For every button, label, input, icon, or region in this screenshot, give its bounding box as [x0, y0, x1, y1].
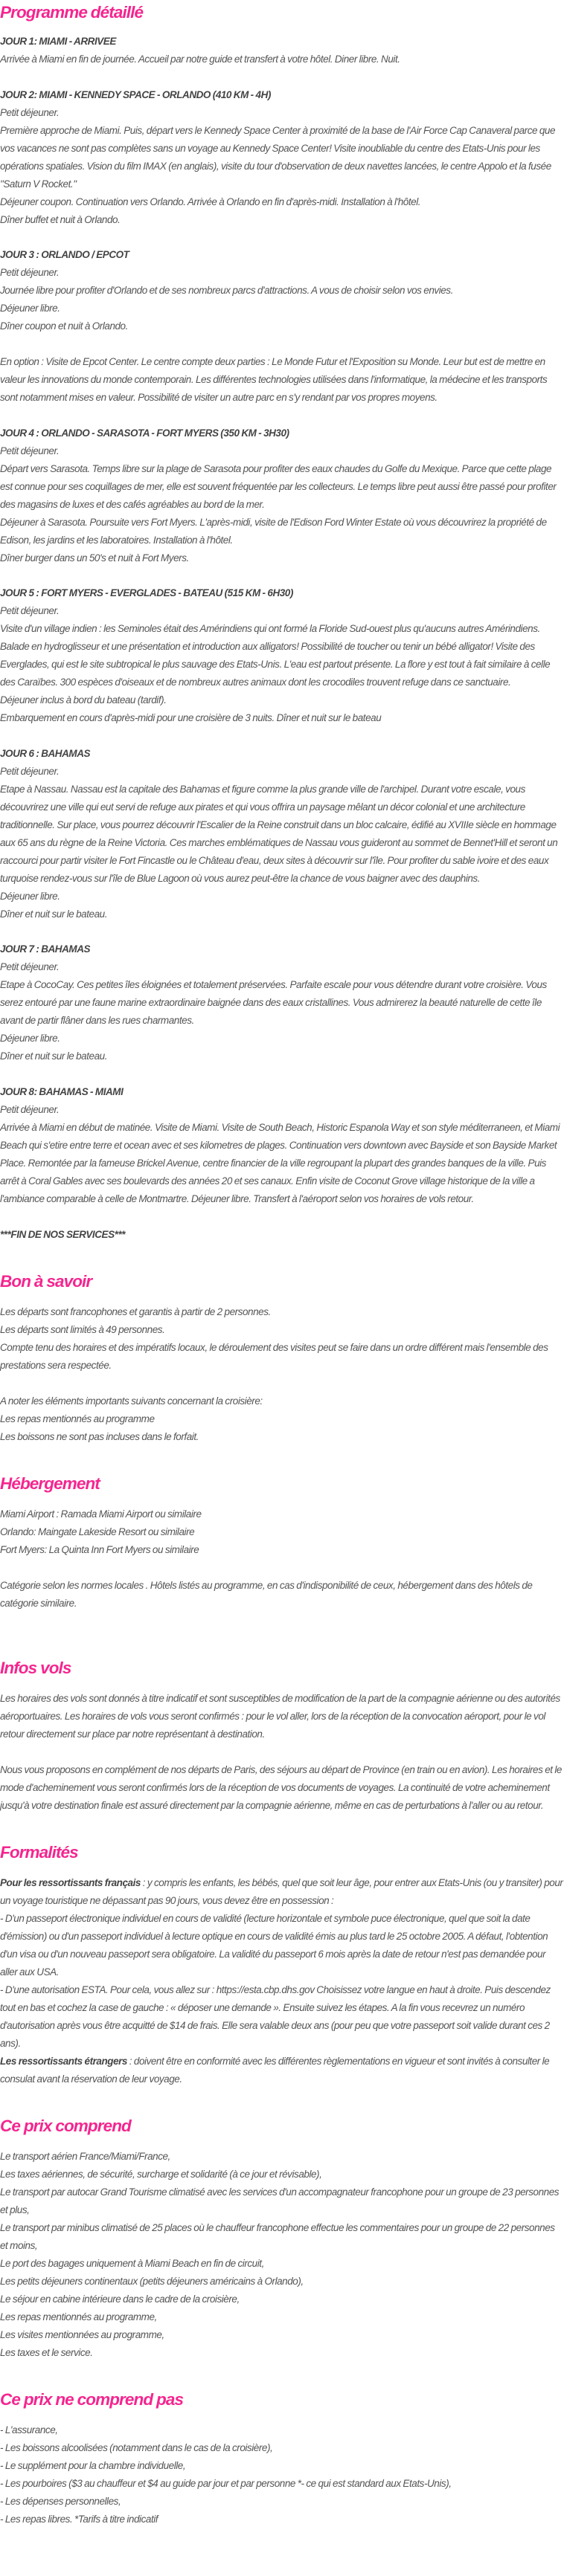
prix-comprend-title: Ce prix comprend: [0, 2116, 131, 2135]
flight-info-paragraph: Les horaires des vols sont donnés à titre indicatif et sont susceptibles de modification de la part de la compagnie aérienne ou des autorités aéroportuaires. Les horaires de vols vous seront confirmés : pour le vol aller, lors de la réception de la convocation aéroport, pour le vol retour directement sur place par notre représentant à destination.: [0, 1692, 560, 1740]
flight-info-paragraph: Nous vous proposons en complément de nos départs de Paris, des séjours au départ de Province (en train ou en avion). Les horaires et le mode d'acheminement vous seront confirmés lors de la réception de vos documents de voyages. La continuité de votre acheminement jusqu'à votre destination finale est assuré directement par la compagnie aérienne, même en cas de perturbations à l'aller ou au retour.: [0, 1763, 562, 1811]
day-text: Petit déjeuner.: [0, 445, 60, 456]
info-line: Les départs sont limités à 49 personnes.: [0, 1323, 165, 1335]
day-8: [0, 1083, 564, 1208]
french-nationals-paragraph: [0, 1874, 564, 1910]
day-1: [0, 33, 564, 68]
day-text: Etape à Nassau. Nassau est la capitale des Bahamas et figure comme la plus grande ville de l'archipel. Durant votre escale, vous découvrirez une ville qui eut servi de refuge aux pirates et qui vous offrira un paysage mêlant un décor colonial et une architecture traditionnelle. Sur place, vous pourrez découvrir l'Escalier de la Reine construit dans un bloc calcaire, édifié au XVIIIe siècle en hommage aux 65 ans du règne de la Reine Victoria. Ces marches emblématiques de Nassau vous guideront au sommet de Bennet'Hill et seront un raccourci pour partir visiter le Fort Fincastle ou le Château d'eau, deux sites à découvrir sur l'île. Pour profiter du sable ivoire et des eaux turquoise rendez-vous sur l'île de Blue Lagoon où vous aurez peut-être la chance de vous baigner avec des dauphins.: [0, 783, 558, 884]
french-nationals-text: : y compris les enfants, les bébés, quel que soit leur âge, pour entrer aux Etats-Unis (ou y transiter) pour un voyage touristique ne dépassant pas 90 jours, vous devez être en possession :: [0, 1876, 563, 1906]
day-heading: JOUR 4 : ORLANDO - SARASOTA - FORT MYERS (350 KM - 3H30): [0, 427, 289, 439]
included-item: Le séjour en cabine intérieure dans le cadre de la croisière,: [0, 2293, 240, 2305]
included-item: Les taxes aériennes, de sécurité, surcharge et solidarité (à ce jour et révisable),: [0, 2168, 322, 2180]
included-item: Les visites mentionnées au programme,: [0, 2328, 164, 2340]
day-text: Journée libre pour profiter d'Orlando et de ses nombreux parcs d'attractions. A vous de choisir selon vos envies.: [0, 285, 453, 296]
foreign-nationals-text: : doivent être en conformité avec les différentes règlementations en vigueur et sont invités à consulter le consulat avant la réservation de leur voyage.: [0, 2055, 550, 2085]
travel-programme-page: [0, 1, 564, 2543]
day-heading: JOUR 8: BAHAMAS - MIAMI: [0, 1085, 124, 1097]
included-item: Le transport par autocar Grand Tourisme climatisé avec les services d'un accompagnateur francophone pour un groupe de 23 personnes et plus,: [0, 2186, 560, 2215]
hotel-line: Fort Myers: La Quinta Inn Fort Myers ou similaire: [0, 1543, 199, 1555]
info-line: Compte tenu des horaires et des impératifs locaux, le déroulement des visites peut se faire dans un ordre différent mais l'ensemble des prestations sera respectée.: [0, 1341, 548, 1371]
day-text: Déjeuner à Sarasota. Poursuite vers Fort Myers. L'après-midi, visite de l'Edison Ford Winter Estate où vous découvrirez la propriété de Edison, les jardins et les laboratoires. Installation à l'hôtel.: [0, 516, 547, 546]
day-text: Visite d'un village indien : les Seminoles était des Amérindiens qui ont formé la Floride Sud-ouest plus qu'aucuns autres Amérindiens. Balade en hydroglisseur et une présentation et introduction aux alligators! Possibilité de toucher ou tenir un bébé alligator! Visite des Everglades, qui est le site subtropical le plus sauvage des Etats-Unis. L'eau est partout présente. La flore y est tout à fait similaire à celle des Caraïbes. 300 espèces d'oiseaux et de nombreux autres animaux dont les crocodiles trouvent refuge dans ce sanctuaire.: [0, 623, 551, 688]
excluded-item: - Les pourboires ($3 au chauffeur et $4 au guide par jour et par personne *- ce qui est standard aux Etats-Unis),: [0, 2477, 452, 2489]
day-6: [0, 745, 564, 923]
day-text: Départ vers Sarasota. Temps libre sur la plage de Sarasota pour profiter des eaux chaudes du Golfe du Mexique. Parce que cette plage est connue pour ses coquillages de mer, elle est souvent fréquentée par les collecteurs. Le temps libre peut aussi être passé pour profiter des magasins de luxes et des cafés agréables au bord de la mer.: [0, 462, 557, 510]
day-text: Embarquement en cours d'après-midi pour une croisière de 3 nuits. Dîner et nuit sur le bateau: [0, 712, 382, 723]
day-text: Première approche de Miami. Puis, départ vers le Kennedy Space Center à proximité de la base de l'Air Force Cap Canaveral parce que vos vacances ne sont pas complètes sans un voyage au Kennedy Space Center! Visite inoubliable du centre des Etats-Unis pour les opérations spatiales. Vision du film IMAX (en anglais), visite du tour d'observation de deux navettes lancées, le centre Appolo et la fusée "Saturn V Rocket.": [0, 124, 556, 190]
excluded-item: - Le supplément pour la chambre individuelle,: [0, 2459, 186, 2471]
day-text: Déjeuner libre.: [0, 303, 60, 314]
day-text: Dîner coupon et nuit à Orlando.: [0, 320, 128, 332]
prix-comprend-section: [0, 2115, 564, 2362]
excluded-item: - L'assurance,: [0, 2424, 58, 2435]
formalites-section: [0, 1841, 564, 2088]
day-text: Petit déjeuner.: [0, 961, 60, 972]
hebergement-section: [0, 1473, 564, 1630]
day-7: [0, 940, 564, 1065]
day-text: Petit déjeuner.: [0, 605, 60, 616]
foreign-nationals-label: Les ressortissants étrangers: [0, 2055, 127, 2067]
day-heading: JOUR 7 : BAHAMAS: [0, 943, 91, 955]
day-text: Dîner et nuit sur le bateau.: [0, 1050, 107, 1062]
day-text: Petit déjeuner.: [0, 1103, 60, 1115]
cruise-line: Les boissons ne sont pas incluses dans le forfait.: [0, 1430, 199, 1442]
bon-a-savoir-section: [0, 1271, 564, 1446]
included-item: Le transport par minibus climatisé de 25 places où le chauffeur francophone effectue les commentaires pour un groupe de 22 personnes et moins,: [0, 2221, 555, 2251]
day-text: Déjeuner libre.: [0, 890, 60, 902]
day-text: Dîner buffet et nuit à Orlando.: [0, 213, 121, 225]
included-item: Le transport aérien France/Miami/France,: [0, 2150, 170, 2162]
bon-a-savoir-title: Bon à savoir: [0, 1271, 92, 1291]
day-heading: JOUR 2: MIAMI - KENNEDY SPACE - ORLANDO (410 KM - 4H): [0, 88, 271, 100]
hotel-line: Miami Airport : Ramada Miami Airport ou similaire: [0, 1508, 202, 1520]
programme-title: Programme détaillé: [0, 3, 144, 22]
day-text: Dîner burger dans un 50's et nuit à Fort Myers.: [0, 552, 189, 564]
day-heading: JOUR 5 : FORT MYERS - EVERGLADES - BATEAU (515 KM - 6H30): [0, 587, 293, 598]
excluded-item: - Les boissons alcoolisées (notamment dans le cas de la croisière),: [0, 2441, 273, 2453]
requirement-passport: - D'un passeport électronique individuel en cours de validité (lecture horizontale et symbole puce électronique, quel que soit la date d'émission) ou d'un passeport individuel à lecture optique en cours de validité émis au plus tard le 25 octobre 2005. A défaut, l'obtention d'un visa ou d'un nouveau passeport sera obligatoire. La validité du passeport 6 mois après la date de retour n'est pas demandée pour aller aux USA.: [0, 1912, 548, 1978]
day-text: Dîner et nuit sur le bateau.: [0, 908, 107, 920]
french-nationals-label: Pour les ressortissants français: [0, 1876, 141, 1888]
day-2: [0, 86, 564, 229]
cruise-line: Les repas mentionnés au programme: [0, 1413, 155, 1424]
day-option-text: En option : Visite de Epcot Center. Le centre compte deux parties : Le Monde Futur et l'Exposition su Monde. Leur but est de mettre en valeur les innovations du monde contemporain. Les différentes technologies utilisées dans l'informatique, la médecine et les transports sont notamment mises en valeur. Possibilité de visiter un autre parc en s'y rendant par vos propres moyens.: [0, 356, 548, 403]
included-item: Les petits déjeuners continentaux (petits déjeuners américains à Orlando),: [0, 2275, 304, 2287]
day-3: [0, 246, 564, 407]
info-line: Les départs sont francophones et garantis à partir de 2 personnes.: [0, 1305, 271, 1317]
prix-ne-comprend-pas-section: [0, 2389, 564, 2528]
formalites-title: Formalités: [0, 1842, 78, 1862]
hotel-category-note: Catégorie selon les normes locales . Hôtels listés au programme, en cas d'indisponibilité de ceux, hébergement dans des hôtels de catégorie similaire.: [0, 1579, 533, 1609]
day-text: Petit déjeuner.: [0, 106, 60, 118]
day-text: Petit déjeuner.: [0, 765, 60, 777]
hebergement-title: Hébergement: [0, 1473, 100, 1493]
foreign-nationals-paragraph: [0, 2053, 564, 2088]
included-item: Le port des bagages uniquement à Miami Beach en fin de circuit,: [0, 2257, 264, 2269]
excluded-item: - Les repas libres. *Tarifs à titre indicatif: [0, 2513, 158, 2525]
day-heading: JOUR 6 : BAHAMAS: [0, 747, 91, 759]
day-text: Déjeuner inclus à bord du bateau (tardif).: [0, 694, 167, 706]
prix-ne-comprend-pas-title: Ce prix ne comprend pas: [0, 2389, 184, 2409]
cruise-intro: A noter les éléments importants suivants concernant la croisière:: [0, 1395, 263, 1407]
day-text: Arrivée à Miami en fin de journée. Accueil par notre guide et transfert à votre hôtel. Diner libre. Nuit.: [0, 54, 400, 65]
day-heading: JOUR 3 : ORLANDO / EPCOT: [0, 249, 129, 260]
day-4: [0, 425, 564, 567]
included-item: Les taxes et le service.: [0, 2346, 93, 2358]
infos-vols-title: Infos vols: [0, 1658, 71, 1677]
programme-section: [0, 1, 564, 1244]
day-text: Déjeuner coupon. Continuation vers Orlando. Arrivée à Orlando en fin d'après-midi. Installation à l'hôtel.: [0, 196, 421, 207]
day-text: Déjeuner libre.: [0, 1033, 60, 1044]
infos-vols-section: [0, 1657, 564, 1815]
day-text: Arrivée à Miami en début de matinée. Visite de Miami. Visite de South Beach, Historic Espanola Way et son style méditerraneen, et Miami Beach qui s'etire entre terre et ocean avec et ses kilometres de plages. Continuation vers downtown avec Bayside et son Bayside Market Place. Remontée par la fameuse Brickel Avenue, centre financier de la ville regroupant la plupart des grandes banques de la ville. Puis arrêt à Coral Gables avec ses boulevards des années 20 et ses canaux. Enfin visite de Coconut Grove village historique de la ville a l'ambiance comparable à celle de Montmartre. Déjeuner libre. Transfert à l'aéroport selon vos horaires de vols retour.: [0, 1121, 560, 1204]
day-heading: JOUR 1: MIAMI - ARRIVEE: [0, 36, 116, 47]
day-5: [0, 584, 564, 727]
hotel-line: Orlando: Maingate Lakeside Resort ou similaire: [0, 1526, 195, 1537]
included-item: Les repas mentionnés au programme,: [0, 2311, 157, 2322]
day-text: Petit déjeuner.: [0, 267, 60, 278]
requirement-esta: - D'une autorisation ESTA. Pour cela, vous allez sur : https://esta.cbp.dhs.gov Choisissez votre langue en haut à droite. Puis descendez tout en bas et cochez la case de gauche : « déposer une demande ». Ensuite suivez les étapes. A la fin vous recevrez un numéro d'autorisation après vous être acquitté de $14 de frais. Elle sera valable deux ans (pour peu que votre passeport soit valide durant ces 2 ans).: [0, 1983, 551, 2049]
excluded-item: - Les dépenses personnelles,: [0, 2495, 121, 2507]
end-of-services-marker: ***FIN DE NOS SERVICES***: [0, 1228, 126, 1240]
day-text: Etape à CocoCay. Ces petites îles éloignées et totalement préservées. Parfaite escale pour vous détendre durant votre croisière. Vous serez entouré par une faune marine extraordinaire baignée dans des eaux cristallines. Vous admirerez la beauté naturelle de cette île avant de partir flâner dans les rues charmantes.: [0, 979, 547, 1026]
